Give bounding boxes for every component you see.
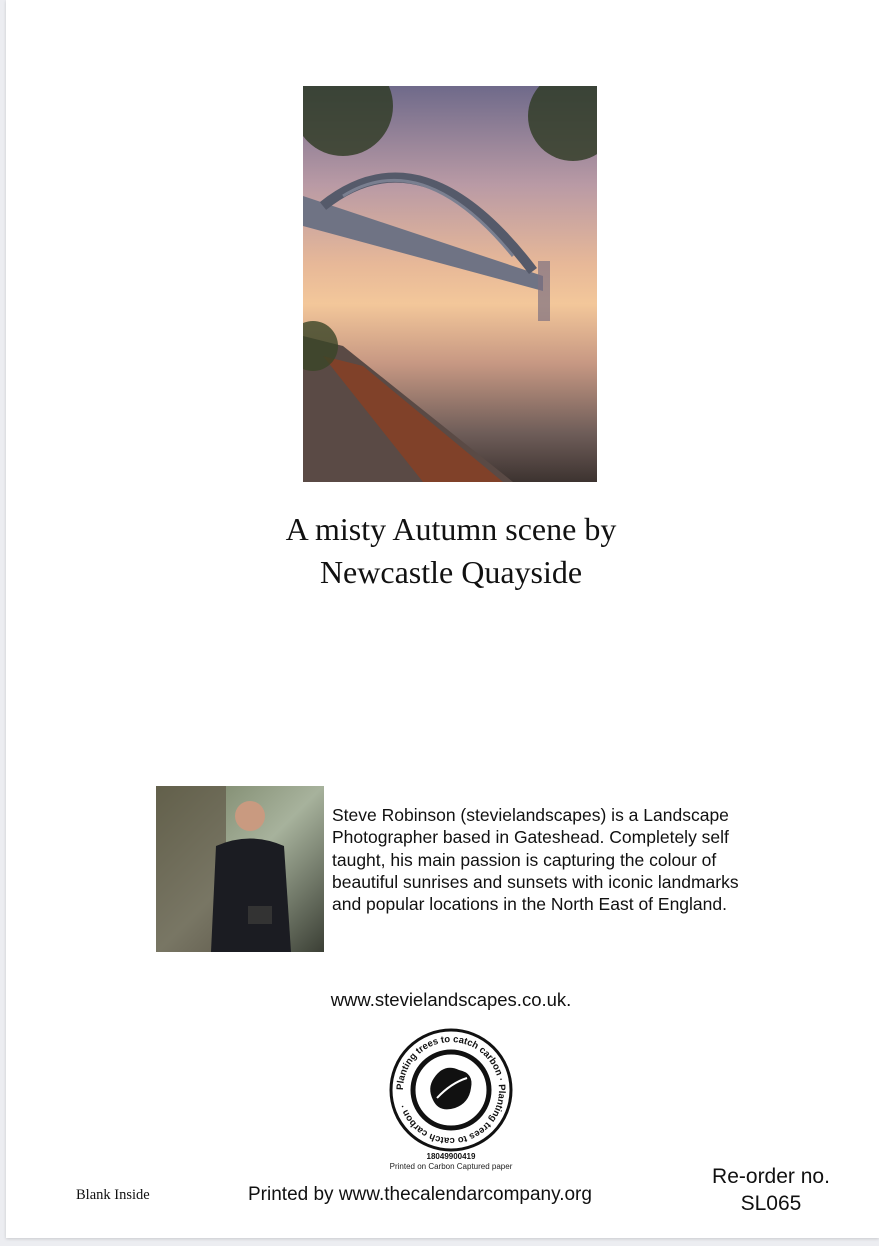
blank-inside-label: Blank Inside bbox=[76, 1187, 150, 1203]
photographer-bio: Steve Robinson (stevielandscapes) is a Landscape Photographer based in Gateshead. Completely self taught, his main passion is capturing the colour of beautiful sunrises and sunsets with iconic landmarks and popular locations in the North East of England. bbox=[332, 805, 739, 915]
photographer-photo bbox=[156, 786, 324, 952]
reorder-number bbox=[696, 1163, 846, 1217]
seal-code: 18049900419 bbox=[426, 1152, 476, 1161]
title-line-2: Newcastle Quayside bbox=[319, 554, 583, 590]
bridge-photo bbox=[303, 86, 597, 482]
seal-note: Printed on Carbon Captured paper bbox=[389, 1162, 513, 1171]
svg-text:Planting trees to catch carbon: Planting trees to catch carbon · Planting trees to catch carbon · bbox=[394, 1033, 508, 1147]
reorder-code: SL065 bbox=[740, 1192, 802, 1215]
card-back bbox=[6, 0, 879, 1238]
title-line-1: A misty Autumn scene by bbox=[285, 511, 617, 547]
carbon-capture-seal bbox=[389, 1028, 513, 1152]
reorder-label: Re-order no. bbox=[712, 1165, 830, 1188]
printed-by: Printed by www.thecalendarcompany.org bbox=[248, 1184, 592, 1205]
photographer-website[interactable]: www.stevielandscapes.co.uk. bbox=[330, 989, 572, 1010]
card-title bbox=[6, 508, 879, 594]
